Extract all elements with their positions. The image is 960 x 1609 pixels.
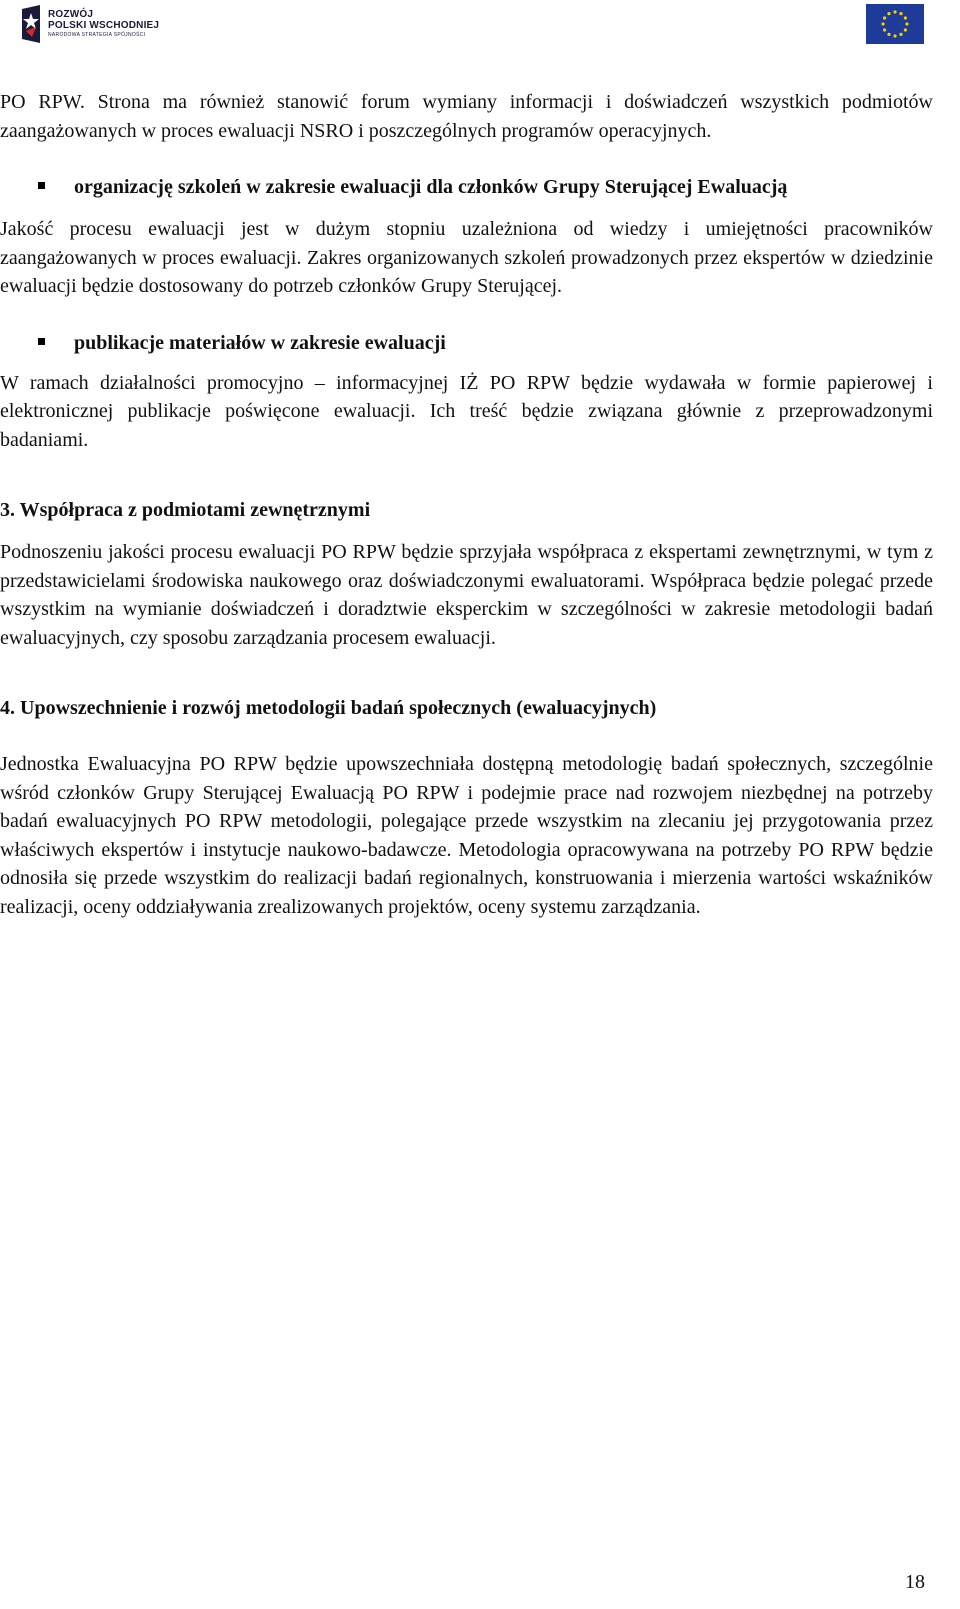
paragraph-cooperation: Podnoszeniu jakości procesu ewaluacji PO RPW będzie sprzyjała współpraca z ekspertami zewnętrznymi, w tym z przedstawicielami środowiska naukowego oraz doświadczonymi ewaluatorami. Współpraca będzie polegać przede wszystkim na wymianie doświadczeń i doradztwie eksperckim w szczególności w zakresie metodologii badań ewaluacyjnych, czy sposobu zarządzania procesem ewaluacji.	[0, 541, 933, 649]
bullet-square-icon	[38, 338, 45, 345]
bullet-publications	[0, 329, 933, 357]
document-body	[0, 88, 933, 921]
page-header	[0, 0, 960, 60]
eu-flag-icon	[866, 4, 924, 44]
page-number: 18	[905, 1571, 925, 1593]
paragraph-intro: PO RPW. Strona ma również stanowić forum wymiany informacji i doświadczeń wszystkich podmiotów zaangażowanych w proces ewaluacji NSRO i poszczególnych programów operacyjnych.	[0, 91, 933, 142]
logo-line-2: POLSKI WSCHODNIEJ	[48, 20, 160, 31]
bullet-square-icon	[38, 182, 45, 189]
section-heading-3: 3. Współpraca z podmiotami zewnętrznymi	[0, 499, 371, 521]
logo-line-3: NARODOWA STRATEGIA SPÓJNOŚCI	[48, 32, 146, 38]
bullet-publications-text: publikacje materiałów w zakresie ewaluacji	[74, 331, 446, 354]
rozwoj-polski-wschodniej-logo	[20, 4, 159, 44]
star-logo-icon	[20, 5, 42, 43]
logo-line-1: ROZWÓJ	[48, 9, 94, 20]
paragraph-publications: W ramach działalności promocyjno – informacyjnej IŻ PO RPW będzie wydawała w formie papierowej i elektronicznej publikacje poświęcone ewaluacji. Ich treść będzie związana głównie z przeprowadzonymi badaniami.	[0, 371, 933, 451]
paragraph-methodology: Jednostka Ewaluacyjna PO RPW będzie upowszechniała dostępną metodologię badań społecznych, szczególnie wśród członków Grupy Sterującej Ewaluacją PO RPW i podejmie prace nad rozwojem niezbędnej na potrzeby badań ewaluacyjnych PO RPW metodologii, polegające przede wszystkim na zlecaniu jej przygotowania przez właściwych ekspertów i instytucje naukowo-badawcze. Metodologia opracowywana na potrzeby PO RPW będzie odnosiła się przede wszystkim do realizacji badań regionalnych, konstruowania i mierzenia wartości wskaźników realizacji, oceny oddziaływania zrealizowanych projektów, oceny systemu zarządzania.	[0, 753, 933, 918]
bullet-training-text: organizację szkoleń w zakresie ewaluacji dla członków Grupy Sterującej Ewaluacją	[74, 176, 788, 198]
paragraph-training: Jakość procesu ewaluacji jest w dużym stopniu uzależniona od wiedzy i umiejętności pracowników zaangażowanych w proces ewaluacji. Zakres organizowanych szkoleń prowadzonych przez ekspertów w dziedzinie ewaluacji będzie dostosowany do potrzeb członków Grupy Sterującej.	[0, 218, 933, 297]
section-heading-4: 4. Upowszechnienie i rozwój metodologii badań społecznych (ewaluacyjnych)	[0, 697, 657, 719]
bullet-training	[0, 173, 933, 201]
